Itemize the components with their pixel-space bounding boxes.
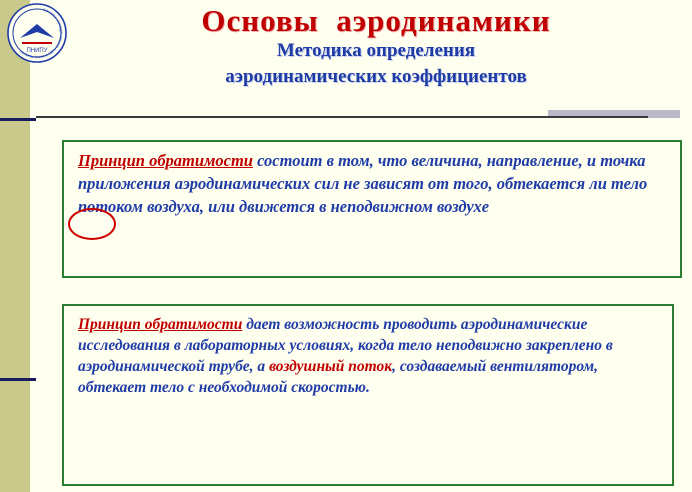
- slide-title-block: [70, 4, 682, 88]
- left-decorative-band: [0, 0, 30, 492]
- application-text-part1: дает возможность проводить аэродинамические исследования в лабораторных условиях, когда тело неподвижно закреплено в аэродинамической трубе, а: [78, 316, 613, 376]
- left-rule-bottom: [0, 378, 36, 381]
- svg-text:ОСНОВЫ АЭРОДИНАМИКИ И ДИНАМИКИ: ОСНОВЫ АЭРОДИНАМИКИ И ДИНАМИКИ ПОЛЕТА: [19, 7, 64, 60]
- page-title: Основы аэродинамики: [201, 3, 551, 38]
- left-rule-top: [0, 118, 36, 121]
- definition-paragraph: [78, 150, 670, 218]
- header-separator-rule: [36, 116, 648, 118]
- term-reversibility-principle: Принцип обратимости: [78, 151, 253, 170]
- university-logo: [6, 2, 68, 64]
- term-reversibility-principle-2: Принцип обратимости: [78, 316, 243, 333]
- highlight-air-flow: воздушный поток: [269, 358, 393, 376]
- definition-box-reversibility-principle: [62, 140, 682, 278]
- application-text-part2: , создаваемый вентилятором, обтекает тело с необходимой скоростью.: [78, 358, 598, 397]
- page-subtitle-line2: аэродинамических коэффициентов: [225, 65, 527, 87]
- svg-text:ПНИПУ: ПНИПУ: [26, 48, 48, 54]
- page-subtitle-line1: Методика определения: [276, 40, 476, 62]
- left-band-separator: [30, 0, 36, 492]
- definition-text: состоит в том, что величина, направление, и точка приложения аэродинамических сил не зависят от того, обтекается ли тело потоком воздуха, или движется в неподвижном воздухе: [78, 151, 648, 216]
- application-box-reversibility-principle: [62, 304, 674, 486]
- application-paragraph: [78, 314, 662, 398]
